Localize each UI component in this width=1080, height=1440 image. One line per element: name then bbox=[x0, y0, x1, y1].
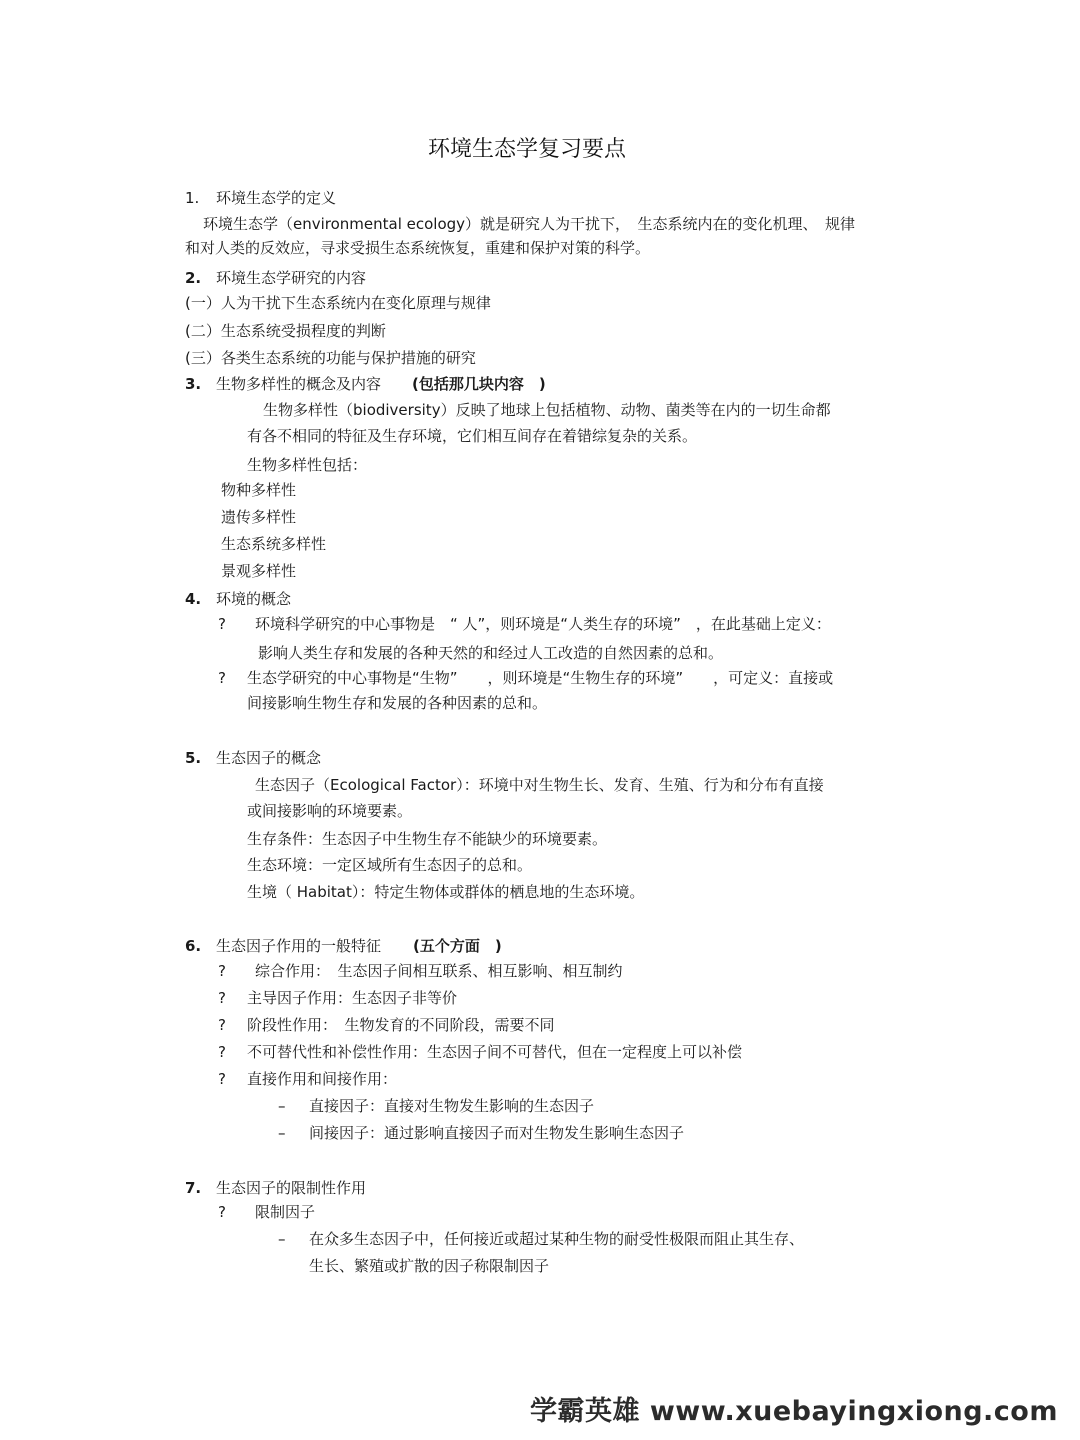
section-4-bullet-1-line-1: 环境科学研究的中心事物是 “ 人”，则环境是“人类生存的环境” ，在此基础上定义： bbox=[255, 615, 831, 633]
section-6-item: 直接作用和间接作用： bbox=[247, 1070, 398, 1088]
section-6-sub-item: 间接因子：通过影响直接因子而对生物发生影响生态因子 bbox=[309, 1124, 685, 1142]
section-4-number: 4. bbox=[185, 590, 202, 608]
section-6-note: (五个方面 ) bbox=[413, 937, 502, 955]
section-3-paragraph-line-2: 有各不相同的特征及生存环境，它们相互间存在着错综复杂的关系。 bbox=[247, 427, 698, 445]
dash-marker: – bbox=[278, 1124, 286, 1142]
section-1-heading: 环境生态学的定义 bbox=[216, 189, 337, 207]
section-6-item: 不可替代性和补偿性作用：生态因子间不可替代，但在一定程度上可以补偿 bbox=[247, 1043, 743, 1061]
bullet-marker: ? bbox=[218, 1016, 226, 1034]
section-3-list-item: 景观多样性 bbox=[221, 562, 297, 580]
section-1-number: 1. bbox=[185, 189, 200, 207]
section-2-number: 2. bbox=[185, 269, 202, 287]
section-7-definition-line-1: 在众多生态因子中，任何接近或超过某种生物的耐受性极限而阻止其生存、 bbox=[309, 1230, 805, 1248]
dash-marker: – bbox=[278, 1230, 286, 1248]
section-4-bullet-1-line-2: 影响人类生存和发展的各种天然的和经过人工改造的自然因素的总和。 bbox=[258, 644, 724, 662]
section-2-heading: 环境生态学研究的内容 bbox=[216, 269, 367, 287]
section-6-sub-item: 直接因子：直接对生物发生影响的生态因子 bbox=[309, 1097, 595, 1115]
section-3-includes-label: 生物多样性包括： bbox=[247, 456, 368, 474]
section-6-item: 阶段性作用： 生物发育的不同阶段，需要不同 bbox=[247, 1016, 555, 1034]
section-7-heading: 生态因子的限制性作用 bbox=[216, 1179, 367, 1197]
section-5-survival-conditions: 生存条件：生态因子中生物生存不能缺少的环境要素。 bbox=[247, 830, 608, 848]
section-3-number: 3. bbox=[185, 375, 202, 393]
section-3-note: (包括那几块内容 ) bbox=[412, 375, 546, 393]
section-4-bullet-2-line-2: 间接影响生物生存和发展的各种因素的总和。 bbox=[247, 694, 548, 712]
section-5-heading: 生态因子的概念 bbox=[216, 749, 322, 767]
section-5-paragraph-line-2: 或间接影响的环境要素。 bbox=[247, 802, 413, 820]
section-6-number: 6. bbox=[185, 937, 202, 955]
section-1-paragraph-line-2: 和对人类的反效应，寻求受损生态系统恢复，重建和保护对策的科学。 bbox=[185, 239, 651, 257]
section-2-item: (三）各类生态系统的功能与保护措施的研究 bbox=[185, 349, 476, 367]
section-3-paragraph-line-1: 生物多样性（biodiversity）反映了地球上包括植物、动物、菌类等在内的一切生命都 bbox=[263, 401, 831, 419]
bullet-marker: ? bbox=[218, 615, 226, 633]
bullet-marker: ? bbox=[218, 1203, 226, 1221]
dash-marker: – bbox=[278, 1097, 286, 1115]
section-6-item: 综合作用： 生态因子间相互联系、相互影响、相互制约 bbox=[255, 962, 623, 980]
section-7-item: 限制因子 bbox=[255, 1203, 316, 1221]
section-5-ecological-environment: 生态环境：一定区域所有生态因子的总和。 bbox=[247, 856, 533, 874]
section-6-item: 主导因子作用：生态因子非等价 bbox=[247, 989, 458, 1007]
page-title: 环境生态学复习要点 bbox=[427, 137, 626, 162]
section-1-paragraph-line-1: 环境生态学（environmental ecology）就是研究人为干扰下， 生态系统内在的变化机理、 规律 bbox=[203, 215, 856, 233]
bullet-marker: ? bbox=[218, 1043, 226, 1061]
section-3-list-item: 物种多样性 bbox=[221, 481, 297, 499]
section-7-number: 7. bbox=[185, 1179, 202, 1197]
section-3-list-item: 遗传多样性 bbox=[221, 508, 297, 526]
section-2-item: (一）人为干扰下生态系统内在变化原理与规律 bbox=[185, 294, 491, 312]
bullet-marker: ? bbox=[218, 989, 226, 1007]
section-5-habitat: 生境（ Habitat）：特定生物体或群体的栖息地的生态环境。 bbox=[247, 883, 645, 901]
section-7-definition-line-2: 生长、繁殖或扩散的因子称限制因子 bbox=[309, 1257, 550, 1275]
section-2-item: (二）生态系统受损程度的判断 bbox=[185, 322, 386, 340]
section-3-list-item: 生态系统多样性 bbox=[221, 535, 327, 553]
section-4-heading: 环境的概念 bbox=[216, 590, 292, 608]
bullet-marker: ? bbox=[218, 962, 226, 980]
bullet-marker: ? bbox=[218, 669, 226, 687]
section-3-heading: 生物多样性的概念及内容 bbox=[216, 375, 382, 393]
bullet-marker: ? bbox=[218, 1070, 226, 1088]
section-6-heading: 生态因子作用的一般特征 bbox=[216, 937, 382, 955]
section-5-paragraph-line-1: 生态因子（Ecological Factor）：环境中对生物生长、发育、生殖、行为和分布有直接 bbox=[255, 776, 824, 794]
site-watermark: 学霸英雄 www.xuebayingxiong.com bbox=[529, 1396, 1058, 1427]
section-4-bullet-2-line-1: 生态学研究的中心事物是“生物” ，则环境是“生物生存的环境” ，可定义：直接或 bbox=[247, 669, 834, 687]
section-5-number: 5. bbox=[185, 749, 202, 767]
